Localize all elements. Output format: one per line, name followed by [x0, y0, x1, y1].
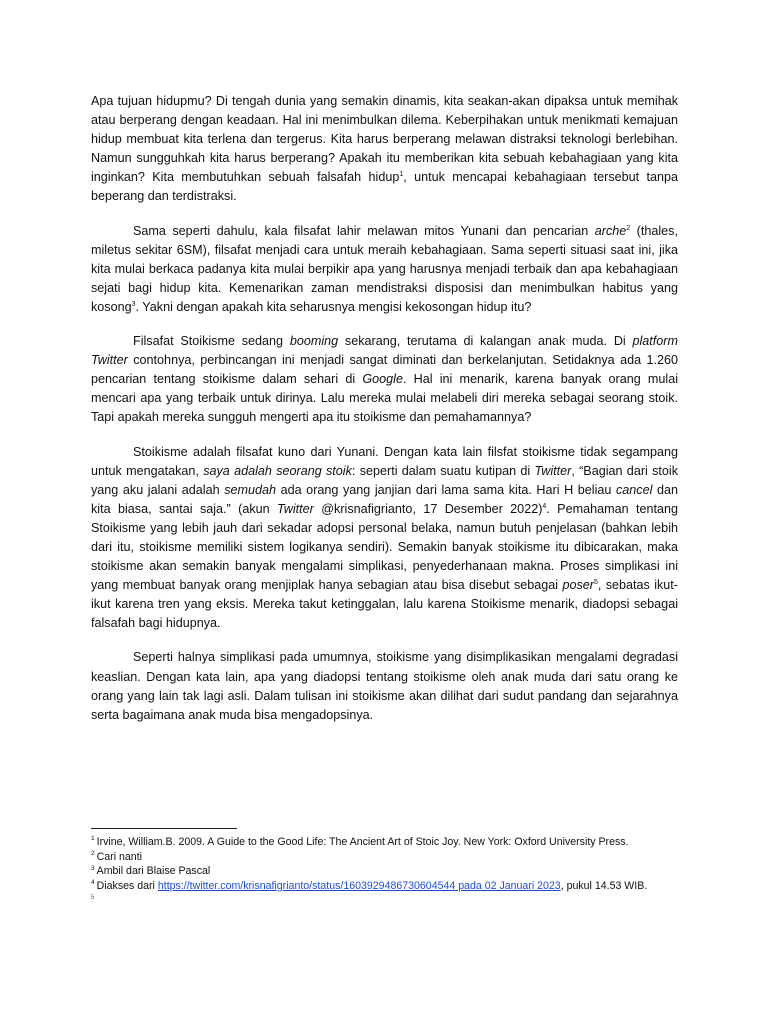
paragraph-5	[91, 648, 678, 724]
text-run: : seperti dalam suatu kutipan di	[351, 463, 535, 478]
footnote-separator	[91, 828, 237, 829]
text-run: @krisnafigrianto, 17 Desember 2022)	[313, 501, 543, 516]
text-run: Stoikisme adalah filsafat kuno dari Yunani. Dengan kata lain filsfat stoikisme tidak segampang untuk mengatakan,	[91, 444, 678, 478]
footnote-2	[91, 850, 681, 865]
footnote-ref: 1	[399, 171, 404, 179]
text-run: Apa tujuan hidupmu? Di tengah dunia yang semakin dinamis, kita seakan-akan dipaksa untuk memihak atau berperang dengan keadaan. Hal ini menimbulkan dilema. Keberpihakan untuk menikmati kemajuan hidup membuat kita terlena dan tergerus. Kita harus berperang melawan distraksi teknologi berlebihan. Namun sungguhkah kita harus berperang? Apakah itu memberikan kita sebuah kebahagiaan yang kita inginkan? Kita membutuhkan sebuah falsafah hidup	[91, 94, 678, 185]
footnote-3	[91, 864, 681, 879]
text-run: , untuk mencapai kebahagiaan tersebut tanpa beperang dan terdistraksi.	[91, 170, 678, 204]
italic-term: arche	[594, 223, 627, 238]
text-run: Seperti halnya simplikasi pada umumnya, stoikisme yang disimplikasikan mengalami degradasi keaslian. Dengan kata lain, apa yang diadopsi tentang stoikisme oleh anak muda dari satu orang ke orang yang lain tak lagi asli. Dalam tulisan ini stoikisme akan dilihat dari sudut pandang dan sejarahnya serta bagaimana anak muda bisa mengadopsinya.	[91, 650, 678, 722]
footnote-number: 1	[91, 835, 95, 843]
italic-term: poser	[562, 578, 594, 593]
footnote-ref: 4	[542, 502, 547, 510]
italic-term: Twitter	[277, 501, 314, 516]
text-run: Ambil dari Blaise Pascal	[96, 865, 211, 878]
italic-term: Twitter	[534, 463, 572, 478]
text-run: , “Bagian dari stoik yang aku jalani adalah	[91, 463, 678, 497]
footnote-list	[91, 835, 681, 893]
footnotes	[91, 828, 681, 901]
text-run: . Pemahaman tentang Stoikisme yang lebih jauh dari sekadar adopsi personal belaka, namun butuh penjelasan (bahkan lebih dari itu, stoikisme memiliki sistem logikanya sendiri). Semakin banyak stoikisme itu dibicarakan, maka stoikisme akan semakin banyak mengalami simplikasi, penyederhanaan makna. Proses simplikasi ini yang membuat banyak orang menjiplak hanya sebagian atau bisa disebut sebagai	[91, 501, 678, 593]
text-run: , sebatas ikut-ikut karena tren yang eksis. Mereka takut ketinggalan, lalu karena Stoikisme menarik, diadopsi sebagai falsafah bagi hidupnya.	[91, 578, 678, 631]
text-run: . Yakni dengan apakah kita seharusnya mengisi kekosongan hidup itu?	[135, 299, 532, 314]
text-run: sekarang, terutama di kalangan anak muda. Di	[338, 334, 633, 349]
text-run: Irvine, William.B. 2009. A Guide to the Good Life: The Ancient Art of Stoic Joy. New York: Oxford University Press.	[96, 836, 629, 848]
text-run: , pukul 14.53 WIB.	[560, 879, 648, 892]
footnote-ref: 5	[593, 578, 598, 586]
italic-term: booming	[289, 334, 339, 349]
text-run: (thales, miletus sekitar 6SM), filsafat menjadi cara untuk meraih kebahagiaan. Sama seperti situasi saat ini, jika kita mulai berkaca padanya kita mulai berpikir apa yang harusnya menjadi terbaik dan apa kebahagiaan sejati bagi hidup kita. Kemenarikan zaman mendistraksi disposisi dan menimbulkan habitus yang kosong	[91, 223, 678, 314]
paragraph-1	[91, 92, 678, 207]
italic-term: Google	[362, 372, 403, 387]
italic-term: saya adalah seorang stoik	[203, 463, 352, 478]
italic-term: platform Twitter	[91, 334, 678, 368]
footnote-number: 4	[91, 879, 95, 887]
italic-term: cancel	[615, 482, 653, 497]
italic-term: semudah	[224, 482, 276, 497]
text-run: Cari nanti	[96, 850, 142, 863]
text-run: ada orang yang janjian dari lama sama kita. Hari H beliau	[276, 482, 616, 497]
paragraph-4	[91, 443, 678, 634]
footnote-ref: 3	[131, 300, 136, 308]
body-text	[91, 92, 678, 740]
footnote-4	[91, 879, 681, 894]
footnote-number: 3	[91, 864, 95, 872]
text-run: dan kita biasa, santai saja.” (akun	[91, 482, 678, 516]
text-run: . Hal ini menarik, karena banyak orang mulai mencari apa yang terbaik untuk dirinya. Lalu mereka mulai melabeli diri mereka sebagai seorang stoik. Tapi apakah mereka sungguh mengerti apa itu stoikisme dan pemahamannya?	[91, 372, 679, 425]
paragraph-2	[91, 222, 678, 317]
footnote-ref: 2	[626, 224, 631, 232]
text-run: Sama seperti dahulu, kala filsafat lahir melawan mitos Yunani dan pencarian	[133, 223, 595, 238]
footnote-5-marker: 5	[91, 895, 95, 902]
footnote-number: 2	[91, 850, 95, 858]
text-run: contohnya, perbincangan ini menjadi sangat diminati dan berkelanjutan. Setidaknya ada 1.260 pencarian tentang stoikisme dalam sehari di	[91, 353, 678, 387]
footnote-link[interactable]: https://twitter.com/krisnafigrianto/status/1603929486730604544 pada 02 Januari 2023	[157, 879, 561, 892]
text-run: Diakses dari	[96, 879, 158, 892]
footnote-1	[91, 835, 681, 850]
text-run: Filsafat Stoikisme sedang	[133, 334, 290, 349]
paragraph-3	[91, 332, 678, 427]
